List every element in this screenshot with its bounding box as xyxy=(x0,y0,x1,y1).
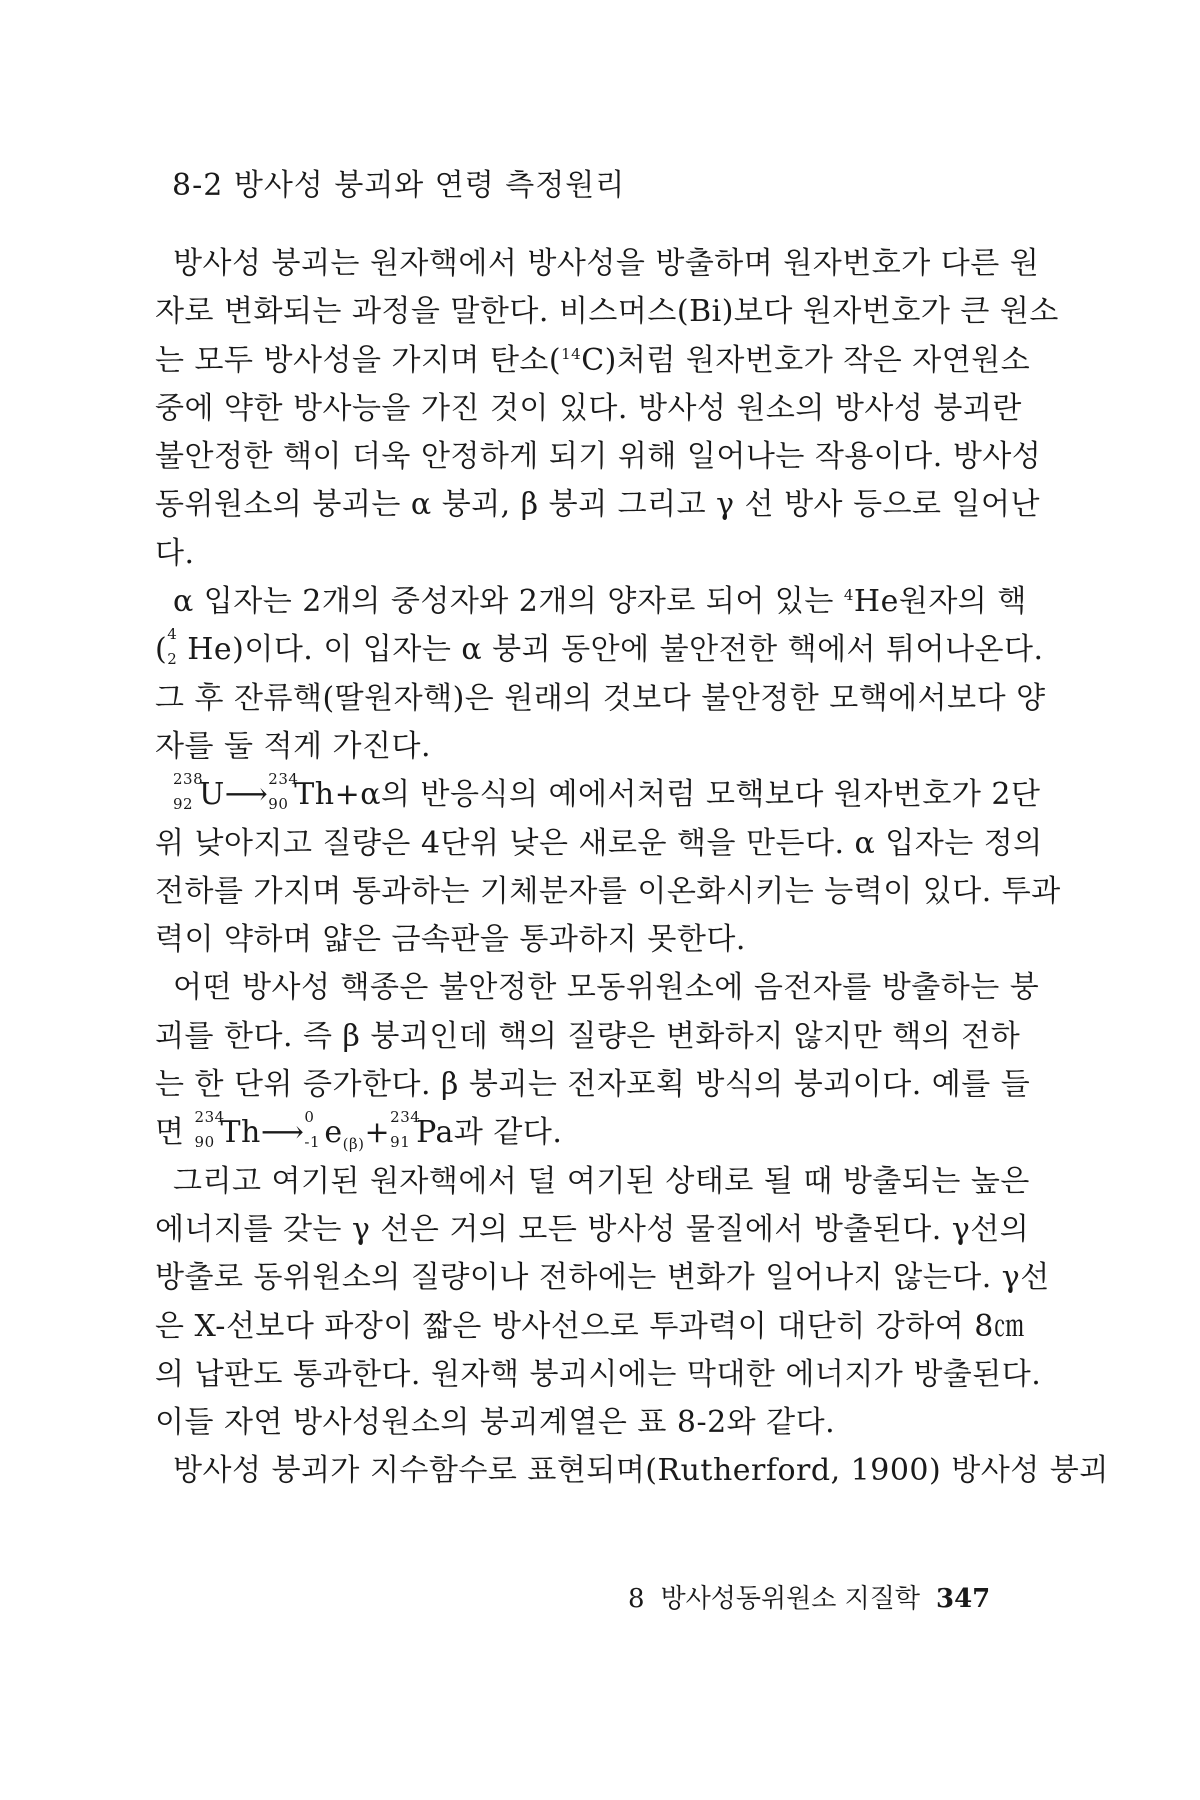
body-text xyxy=(155,240,1109,1496)
text-span: C)처럼 원자번호가 작은 자연원소 xyxy=(581,342,1031,378)
text-line: 전하를 가지며 통과하는 기체분자를 이온화시키는 능력이 있다. 투과 xyxy=(155,873,1061,909)
mass-number: 234 xyxy=(268,770,299,789)
text-line: 의 납판도 통과한다. 원자핵 붕괴시에는 막대한 에너지가 방출된다. xyxy=(155,1356,1042,1392)
superscript: 14 xyxy=(561,344,582,363)
chapter-number: 8 xyxy=(628,1584,645,1614)
text-line: ( 4 2 He)이다. 이 입자는 α 붕괴 동안에 불안전한 핵에서 튀어나온다. xyxy=(155,625,1044,669)
text-span: α 입자는 2개의 중성자와 2개의 양자로 되어 있는 xyxy=(173,584,844,620)
element-symbol: Pa xyxy=(416,1115,454,1151)
atomic-number: 91 xyxy=(390,1133,411,1152)
text-span: 과 같다. xyxy=(453,1115,563,1151)
text-line: 그리고 여기된 원자핵에서 덜 여기된 상태로 될 때 방출되는 높은 xyxy=(173,1163,1030,1199)
text-line: 방사성 붕괴가 지수함수로 표현되며(Rutherford, 1900) 방사성 붕괴 xyxy=(173,1453,1109,1489)
atomic-number: 90 xyxy=(194,1133,215,1152)
text-line: 력이 약하며 얇은 금속판을 통과하지 못한다. xyxy=(155,922,746,958)
atomic-number: -1 xyxy=(304,1133,320,1152)
mass-number: 238 xyxy=(173,770,204,789)
text-line: 는 한 단위 증가한다. β 붕괴는 전자포획 방식의 붕괴이다. 예를 들 xyxy=(155,1067,1031,1103)
subscript: (β) xyxy=(342,1135,365,1154)
isotope-notation xyxy=(194,1108,225,1152)
text-line: 방사성 붕괴는 원자핵에서 방사성을 방출하며 원자번호가 다른 원 xyxy=(173,246,1040,281)
text-line: 불안정한 핵이 더욱 안정하게 되기 위해 일어나는 작용이다. 방사성 xyxy=(155,439,1042,475)
text-line: 자로 변화되는 과정을 말한다. 비스머스(Bi)보다 원자번호가 큰 원소 xyxy=(155,294,1059,330)
text-span: 는 모두 방사성을 가지며 탄소( xyxy=(155,342,562,378)
text-line: 다. xyxy=(155,535,195,571)
text-span: 의 반응식의 예에서처럼 모핵보다 원자번호가 2단 xyxy=(381,777,1041,813)
isotope-notation xyxy=(268,770,299,814)
element-symbol: e xyxy=(324,1115,343,1151)
element-symbol: Th⟶ xyxy=(220,1115,305,1151)
chapter-title: 방사성동위원소 지질학 xyxy=(660,1584,920,1614)
isotope-notation xyxy=(173,770,204,814)
text-line: 방출로 동위원소의 질량이나 전하에는 변화가 일어나지 않는다. γ선 xyxy=(155,1260,1050,1296)
mass-number: 234 xyxy=(194,1108,225,1127)
text-span: He)이다. 이 입자는 α 붕괴 동안에 불안전한 핵에서 튀어나온다. xyxy=(187,632,1044,668)
text-line: 에너지를 갖는 γ 선은 거의 모든 방사성 물질에서 방출된다. γ선의 xyxy=(155,1211,1030,1247)
isotope-notation xyxy=(304,1108,324,1152)
text-line xyxy=(155,337,1031,385)
atomic-number: 92 xyxy=(173,795,194,814)
text-line: 이들 자연 방사성원소의 붕괴계열은 표 8-2와 같다. xyxy=(155,1405,836,1441)
text-line: 위 낮아지고 질량은 4단위 낮은 새로운 핵을 만든다. α 입자는 정의 xyxy=(155,825,1043,861)
text-line: 은 X-선보다 파장이 짧은 방사선으로 투과력이 대단히 강하여 8㎝ xyxy=(155,1308,1025,1344)
page-footer xyxy=(628,1578,990,1615)
atomic-number: 2 xyxy=(167,650,178,669)
element-symbol: U⟶ xyxy=(199,777,269,813)
text-line: 자를 둘 적게 가진다. xyxy=(155,728,431,764)
text-line: 그 후 잔류핵(딸원자핵)은 원래의 것보다 불안정한 모핵에서보다 양 xyxy=(155,680,1046,716)
mass-number: 234 xyxy=(390,1108,421,1127)
text-line xyxy=(155,578,1027,626)
text-span: He원자의 핵 xyxy=(853,584,1027,620)
atomic-number: 90 xyxy=(268,795,289,814)
mass-number: 4 xyxy=(167,625,178,644)
text-line: 어떤 방사성 핵종은 불안정한 모동위원소에 음전자를 방출하는 붕 xyxy=(173,970,1040,1006)
mass-number: 0 xyxy=(304,1108,315,1127)
text-line: 동위원소의 붕괴는 α 붕괴, β 붕괴 그리고 γ 선 방사 등으로 일어난 xyxy=(155,487,1040,523)
section-title: 8-2 방사성 붕괴와 연령 측정원리 xyxy=(172,168,626,203)
text-line: 괴를 한다. 즉 β 붕괴인데 핵의 질량은 변화하지 않지만 핵의 전하 xyxy=(155,1018,1021,1054)
element-symbol: Th+α xyxy=(294,777,382,813)
text-line: 중에 약한 방사능을 가진 것이 있다. 방사성 원소의 방사성 붕괴란 xyxy=(155,390,1022,426)
isotope-notation xyxy=(167,625,187,669)
text-line xyxy=(155,770,1041,819)
superscript: 4 xyxy=(843,586,854,605)
isotope-notation xyxy=(390,1108,421,1152)
text-line xyxy=(155,1109,1015,1157)
plus-sign: + xyxy=(364,1115,391,1151)
text-span: 면 xyxy=(155,1115,195,1151)
page-number: 347 xyxy=(935,1584,991,1614)
